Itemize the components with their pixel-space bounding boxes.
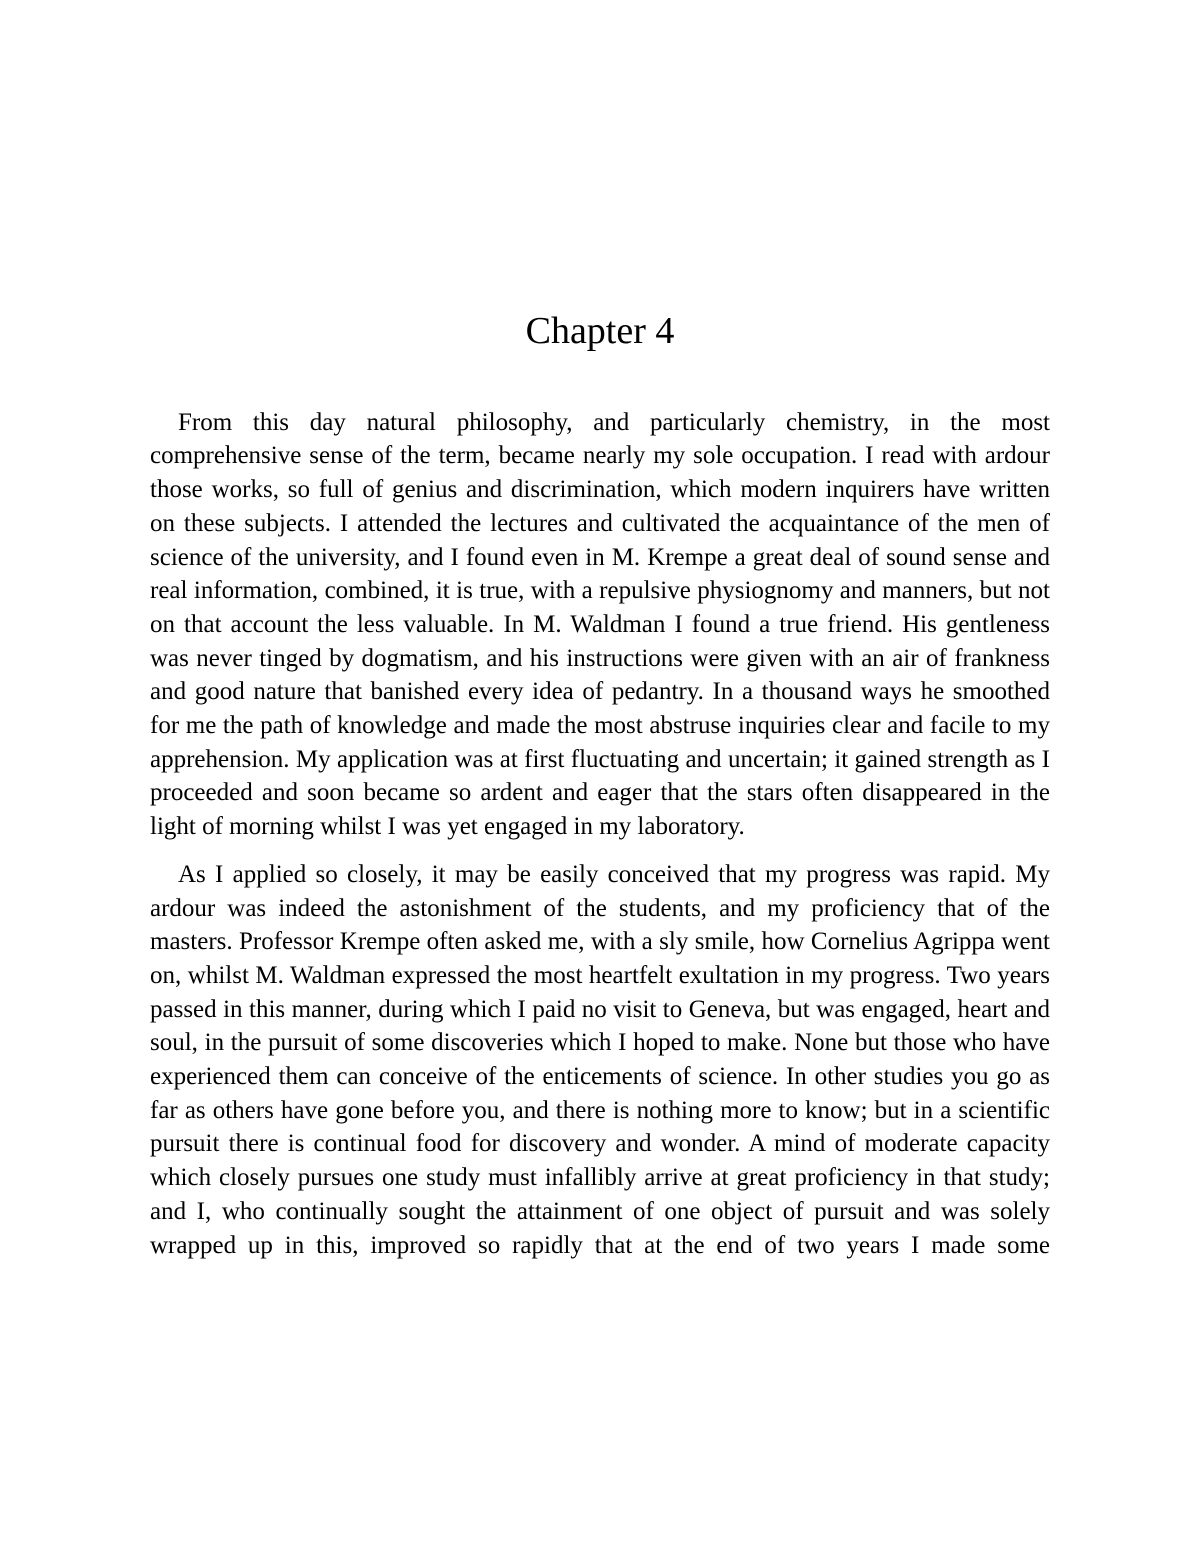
body-text	[150, 406, 1050, 1263]
paragraph: From this day natural philosophy, and particularly chemistry, in the most comprehensive sense of the term, became nearly my sole occupation. I read with ardour those works, so full of genius and discrimination, which modern inquirers have written on these subjects. I attended the lectures and cultivated the acquaintance of the men of science of the university, and I found even in M. Krempe a great deal of sound sense and real information, combined, it is true, with a repulsive physiognomy and manners, but not on that account the less valuable. In M. Waldman I found a true friend. His gentleness was never tinged by dogmatism, and his instructions were given with an air of frankness and good nature that banished every idea of pedantry. In a thousand ways he smoothed for me the path of knowledge and made the most abstruse inquiries clear and facile to my apprehension. My application was at first fluctuating and uncertain; it gained strength as I proceeded and soon became so ardent and eager that the stars often disappeared in the light of morning whilst I was yet engaged in my laboratory.	[150, 408, 1050, 841]
chapter-title: Chapter 4	[525, 310, 675, 352]
paragraph: As I applied so closely, it may be easily conceived that my progress was rapid. My ardour was indeed the astonishment of the students, and my proficiency that of the masters. Professor Krempe often asked me, with a sly smile, how Cornelius Agrippa went on, whilst M. Waldman expressed the most heartfelt exultation in my progress. Two years passed in this manner, during which I paid no visit to Geneva, but was engaged, heart and soul, in the pursuit of some discoveries which I hoped to make. None but those who have experienced them can conceive of the enticements of science. In other studies you go as far as others have gone before you, and there is nothing more to know; but in a scientific pursuit there is continual food for discovery and wonder. A mind of moderate capacity which closely pursues one study must infallibly arrive at great proficiency in that study; and I, who continually sought the attainment of one object of pursuit and was solely wrapped up in this, improved so rapidly that at the end of two years I made some	[150, 860, 1050, 1259]
